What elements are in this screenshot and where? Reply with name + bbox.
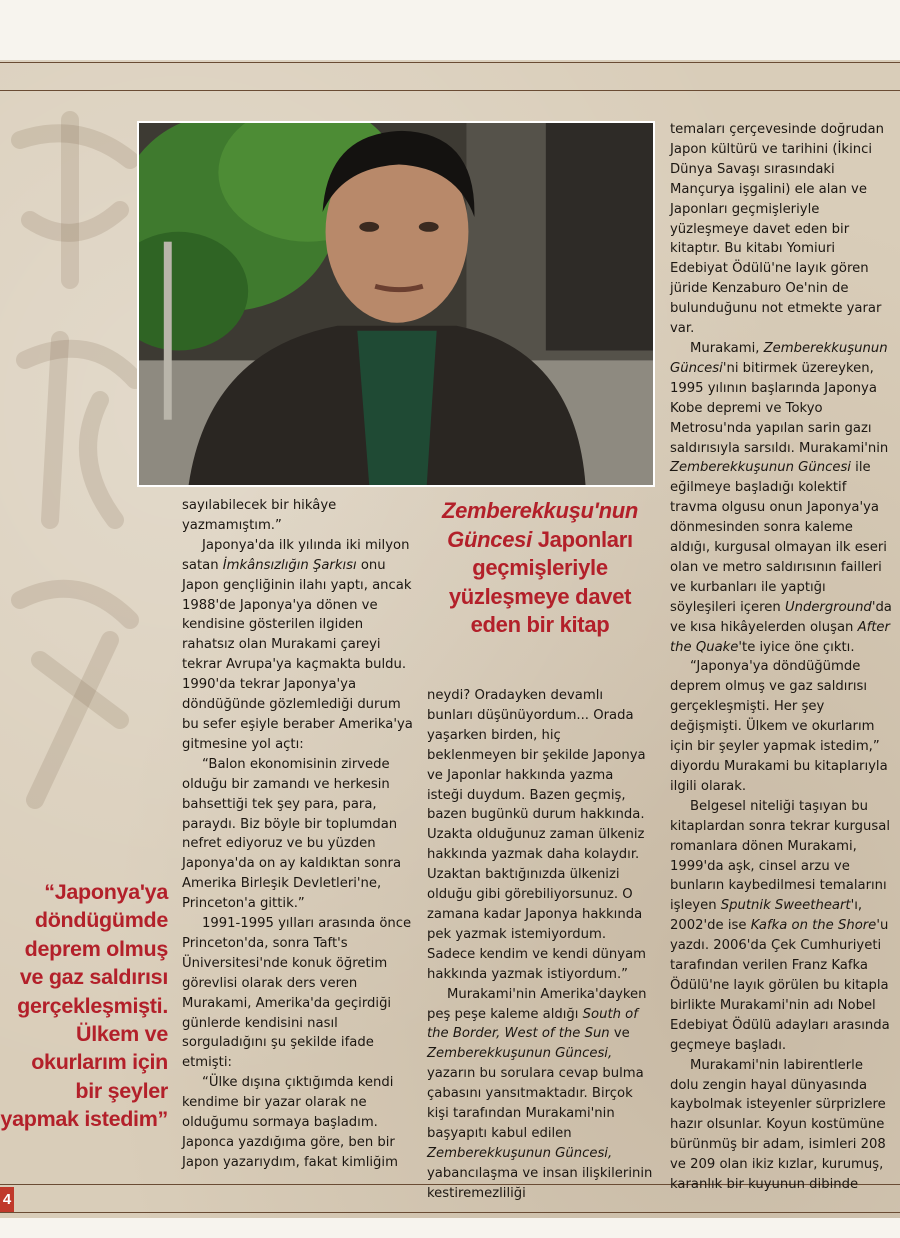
text-run: ile eğilmeye başladığı kolektif travma olgusu onun Japonya'ya dönmesinden sonra kaleme aldığı, kurgusal olmayan ilk eseri olan ve metro saldırısının failleri ve kurbanları ile yaptığı söyleşileri içeren bbox=[670, 460, 887, 615]
headline-text: Japonları geçmişleriyle yüzleşmeye davet eden bir kitap bbox=[448, 526, 633, 637]
paragraph: “Balon ekonomisinin zirvede olduğu bir zamandı ve herkesin bahsettiği tek şey para, para, paraydı. Biz böyle bir toplumdan nefret ediyoruz ve bu yüzden Japonya'da on ay kaldıktan sonra Amerika Birleşik Devletleri'ne, Princeton'a gittik.” bbox=[182, 756, 402, 912]
photo-portrait-icon bbox=[139, 123, 653, 485]
paragraph: temaları çerçevesinde doğrudan Japon kültürü ve tarihini (İkinci Dünya Savaşı sırasındaki Mançurya işgalini) ele alan ve Japonları geçmişleriyle yüzleşmeye davet eden bir kitaptır. Bu kitabı Yomiuri Edebiyat Ödülü'ne layık gören jüride Kenzaburo Oe'nin de bulunduğunu not etmekte yarar var. bbox=[670, 122, 884, 337]
paragraph: neydi? Oradayken devamlı bunları düşünüyordum... Orada yaşarken birden, hiç beklenmeyen bir şekilde Japonya ve Japonlar hakkında yazma isteği duydum. Bazen geçmiş, bazen bugünkü durum hakkında. Uzakta olduğunuz zaman ülkeniz hakkında yazmak daha kolaydır. Uzaktan baktığınızda ülkenizi olduğu gibi görebiliyorsunuz. O zamana kadar Japonya hakkında pek yazmak istemiyordum. Sadece kendim ve kendi dünyam hakkında yazmak istiyordum.” bbox=[427, 688, 646, 982]
book-title: Zemberekkuşunun Güncesi bbox=[670, 460, 851, 476]
background-calligraphy bbox=[0, 100, 150, 880]
paragraph bbox=[427, 985, 653, 1204]
text-run: onu Japon gençliğinin ilahı yaptı, ancak 1988'de Japonya'ya dönen ve kendisine gösterilen ilgiden rahatsız olan Murakami çareyi tekrar Avrupa'ya kaçmakta buldu. 1990'da tekrar Japonya'ya döndüğünde gözlemlediği durum bu sefer eşiyle beraber Amerika'ya gitmesine yol açtı: bbox=[182, 557, 413, 752]
book-title: Zemberekkuşunun Güncesi bbox=[670, 340, 888, 376]
paragraph bbox=[670, 339, 892, 658]
text-run: 'ı, 2002'de ise bbox=[670, 898, 863, 934]
text-run: yazarın bu sorulara cevap bulma çabasını yansıtmaktadır. Birçok kişi tarafından Murakami'nin başyapıtı kabul edilen bbox=[427, 1066, 644, 1141]
book-title: Underground bbox=[784, 599, 872, 615]
text-run: 'da ve kısa hikâyelerden oluşan bbox=[670, 599, 892, 635]
calligraphy-decoration-icon bbox=[0, 100, 150, 860]
text-run: 'ni bitirmek üzereyken, 1995 yılının başlarında Japonya Kobe depremi ve Tokyo Metrosu'nda yapılan sarin gazı saldırısıyla sarsıldı. Murakami'nin bbox=[670, 360, 889, 456]
book-title: Zemberekkuşunun Güncesi, bbox=[427, 1145, 613, 1161]
text-column-3 bbox=[670, 120, 892, 1195]
author-portrait-photo bbox=[137, 121, 655, 487]
bottom-rule bbox=[0, 1212, 900, 1213]
text-column-1 bbox=[182, 496, 414, 1173]
text-run: yabancılaşma ve insan ilişkilerinin kestiremezliliği bbox=[427, 1165, 653, 1201]
paragraph: sayılabilecek bir hikâye yazmamıştım.” bbox=[182, 498, 337, 533]
headline-book-title: Zemberekkuşu'nun Güncesi bbox=[441, 498, 639, 552]
text-column-2 bbox=[427, 686, 653, 1204]
page-number: 4 bbox=[0, 1187, 14, 1212]
paragraph: “Ülke dışına çıktığımda kendi kendime bir yazar olarak ne olduğumu sormaya başladım. Japonca yazdığıma göre, ben bir Japon yazarıydım, fakat kimliğim bbox=[182, 1075, 398, 1170]
book-title: Kafka on the Shore bbox=[750, 918, 877, 934]
pull-quote: “Japonya'ya döndügümde deprem olmuş ve gaz saldırısı gerçekleşmişti. Ülkem ve okurlarım için bir şeyler yapmak istedim” bbox=[0, 880, 168, 1132]
book-title: Sputnik Sweetheart bbox=[720, 898, 851, 914]
book-title: Zemberekkuşunun Güncesi, bbox=[427, 1046, 613, 1062]
magazine-page bbox=[0, 60, 900, 1218]
text-run: 'u yazdı. 2006'da Çek Cumhuriyeti tarafından verilen Franz Kafka Ödülü'ne layık görülen bu kitapla birlikte Murakami'nin adı Nobel Edebiyat Ödülü adayları arasında geçmeye başladı. bbox=[670, 918, 890, 1053]
pull-headline bbox=[428, 497, 652, 640]
paragraph: 1991-1995 yılları arasında önce Princeton'da, sonra Taft's Üniversitesi'nde konuk öğretim görevlisi olarak ders veren Murakami, Amerika'da geçirdiği günlerde kendisini nasıl sorguladığını şu şekilde ifade etmişti: bbox=[182, 916, 412, 1071]
top-rule-inner bbox=[0, 90, 900, 91]
top-rule bbox=[0, 62, 900, 63]
text-run: 'te iyice öne çıktı. bbox=[738, 639, 855, 655]
book-title: İmkânsızlığın Şarkısı bbox=[222, 557, 357, 573]
text-run: Japonya'da ilk yılında iki milyon satan bbox=[182, 537, 410, 573]
book-title: South of the Border, West of the Sun bbox=[427, 1006, 638, 1042]
paragraph: Murakami'nin labirentlerle dolu zengin hayal dünyasında kaybolmak isteyenler sürprizlere hazır olsunlar. Koyun kostümüne bürünmüş bir adam, isimleri 208 ve 209 olan ikiz kızlar, kurumuş, karanlık bir kuyunun dibinde bbox=[670, 1057, 886, 1193]
book-title: After the Quake bbox=[670, 619, 890, 655]
paragraph: “Japonya'ya döndüğümde deprem olmuş ve gaz saldırısı gerçekleşmişti. Her şey değişmişti. Ülkem ve okurlarım için bir şeyler yapmak istedim,” diyordu Murakami bu kitaplarıyla ilgili olarak. bbox=[670, 659, 888, 794]
text-run: Murakami'nin Amerika'dayken peş peşe kaleme aldığı bbox=[427, 986, 647, 1022]
paragraph bbox=[670, 797, 892, 1056]
text-run: ve bbox=[609, 1026, 630, 1042]
paragraph bbox=[182, 536, 414, 755]
text-run: Belgesel niteliği taşıyan bu kitaplardan sonra tekrar kurgusal romanlara dönen Murakami, 1999'da aşk, cinsel arzu ve bunların kaybedilmesi temalarını işleyen bbox=[670, 798, 891, 914]
text-run: Murakami, bbox=[690, 340, 764, 356]
